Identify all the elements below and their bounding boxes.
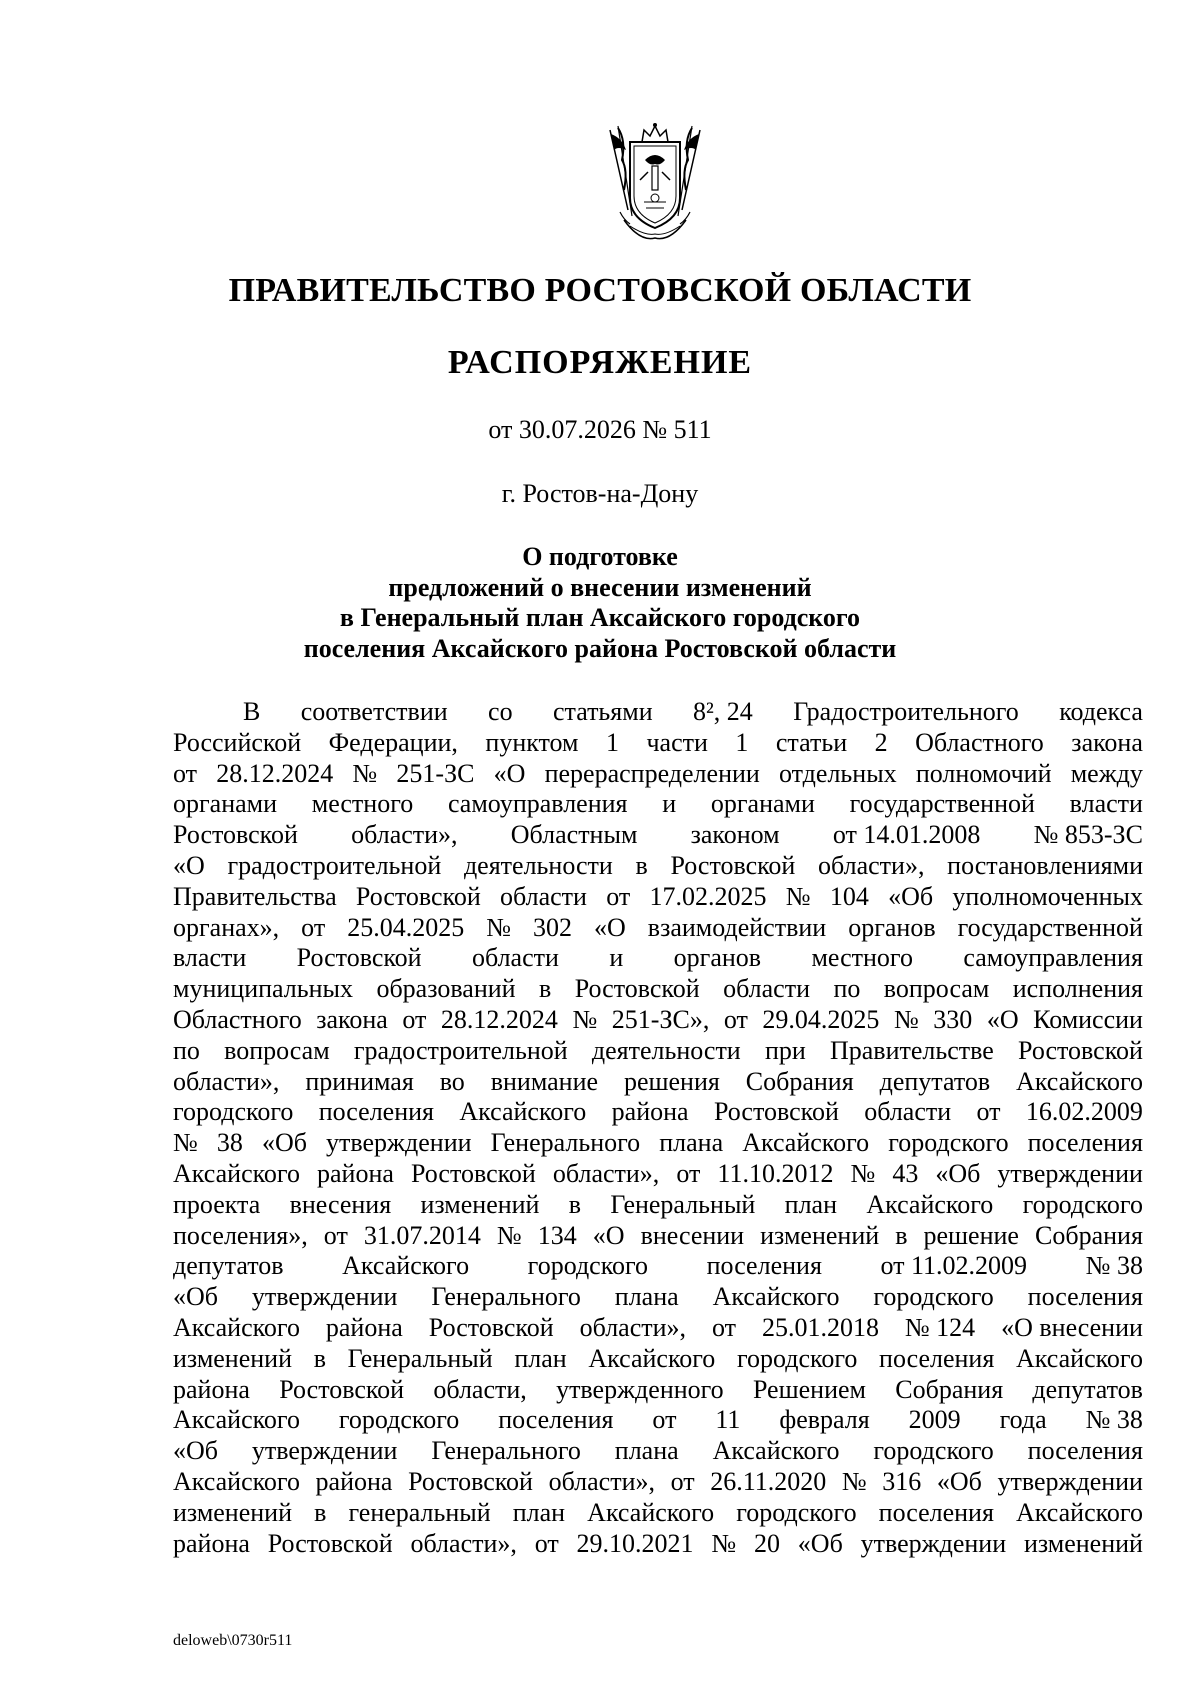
body-line — [173, 1375, 1143, 1406]
body-word: Аксайского — [173, 1466, 300, 1496]
body-word: плана — [659, 1128, 724, 1158]
body-word: постановлениями — [947, 850, 1143, 880]
body-line — [173, 1067, 1143, 1098]
body-word: поселения — [1027, 1282, 1143, 1312]
body-word: от — [173, 758, 198, 788]
body-line — [173, 697, 1143, 728]
body-word: изменений — [760, 1220, 880, 1250]
body-word: № — [893, 1004, 919, 1034]
body-word: 28.12.2024 — [216, 758, 334, 788]
body-word: утвержденного — [556, 1374, 724, 1404]
body-word: закона — [1071, 727, 1143, 757]
body-word: Правительства — [173, 881, 337, 911]
body-line — [173, 1313, 1143, 1344]
body-word: план — [784, 1189, 837, 1219]
document-subject — [0, 542, 1200, 664]
body-word: № 38 — [1085, 1405, 1143, 1435]
body-line — [173, 1036, 1143, 1067]
body-word: 251-ЗС», — [611, 1004, 710, 1034]
body-word: в — [895, 1220, 908, 1250]
body-word: 2 — [874, 727, 888, 757]
body-word: № 853-ЗС — [1033, 820, 1143, 850]
body-word: деятельности — [463, 850, 613, 880]
body-word: Комиссии — [1033, 1004, 1143, 1034]
body-word: 11.10.2012 — [717, 1158, 834, 1188]
body-word: области», — [579, 1312, 687, 1342]
body-word: проекта — [173, 1189, 261, 1219]
subject-line: поселения Аксайского района Ростовской области — [303, 633, 897, 663]
body-word: № — [572, 1004, 598, 1034]
body-word: городского — [873, 1282, 994, 1312]
body-word: 38 — [216, 1128, 243, 1158]
body-word: утверждении — [997, 1158, 1143, 1188]
body-word: области», — [410, 1528, 517, 1558]
body-word: «О — [594, 912, 626, 942]
body-word: Ростовской — [267, 1528, 393, 1558]
body-word: самоуправления — [963, 943, 1143, 973]
body-word: по — [833, 974, 861, 1004]
body-word: области — [864, 1097, 952, 1127]
body-word: № 124 — [904, 1312, 976, 1342]
subject-line: в Генеральный план Аксайского городского — [339, 603, 861, 632]
body-line — [173, 1467, 1143, 1498]
body-word: изменений — [173, 1497, 293, 1527]
body-word: Аксайского — [173, 1158, 300, 1188]
body-word: «О внесении — [1001, 1312, 1143, 1342]
body-word: «Об — [261, 1128, 307, 1158]
body-word: самоуправления — [447, 789, 628, 819]
body-word: Аксайского — [866, 1189, 994, 1219]
body-word: от — [711, 1312, 736, 1342]
body-word: и — [662, 789, 677, 819]
body-word: от — [301, 912, 326, 942]
body-word: в — [568, 1189, 582, 1219]
document-type: РАСПОРЯЖЕНИЕ — [447, 344, 753, 381]
body-word: 330 — [933, 1004, 973, 1034]
body-word: «Об — [936, 1466, 982, 1496]
body-line — [173, 1005, 1143, 1036]
body-word: соответствии — [300, 697, 448, 726]
body-word: 16.02.2009 — [1025, 1097, 1143, 1127]
body-word: Ростовской — [410, 1158, 536, 1188]
body-word: городского — [173, 1097, 294, 1127]
body-word: пунктом — [485, 727, 579, 757]
body-word: уполномоченных — [952, 881, 1143, 911]
body-word: № — [496, 1220, 522, 1250]
body-word: области», — [351, 820, 458, 850]
body-word: Аксайского — [459, 1097, 587, 1127]
body-word: Ростовской — [279, 1374, 405, 1404]
body-word: от 14.01.2008 — [832, 820, 981, 850]
body-word: 2009 — [908, 1405, 961, 1435]
body-word: депутатов — [1032, 1374, 1143, 1404]
body-word: от — [976, 1097, 1001, 1127]
body-word: полномочий — [915, 758, 1052, 788]
body-word: градостроительной — [353, 1035, 568, 1065]
body-word: внесении — [640, 1220, 745, 1250]
body-word: 1 — [606, 727, 619, 757]
body-word: области — [723, 974, 810, 1004]
body-word: городского — [1022, 1189, 1143, 1219]
body-word: Ростовской — [173, 820, 298, 850]
body-word: утверждении — [251, 1282, 398, 1312]
body-line — [173, 913, 1143, 944]
body-word: № — [711, 1528, 737, 1558]
body-word: от — [723, 1004, 748, 1034]
body-word: от — [323, 1220, 348, 1250]
body-word: области», — [552, 1158, 660, 1188]
body-word: Генеральный — [347, 1343, 493, 1373]
body-line — [173, 1529, 1143, 1560]
body-word: органах», — [173, 912, 280, 942]
body-word: 11 — [715, 1405, 741, 1435]
body-word: № — [486, 912, 512, 942]
body-word: Аксайского — [588, 1343, 716, 1373]
body-word: № — [352, 758, 378, 788]
body-line — [173, 1436, 1143, 1467]
body-word: Ростовской — [670, 850, 796, 880]
body-word: Правительстве — [829, 1035, 994, 1065]
body-word: 1 — [735, 727, 749, 757]
body-word: Ростовской — [574, 974, 700, 1004]
body-word: Генеральный — [610, 1189, 756, 1219]
body-word: принимая — [305, 1066, 414, 1096]
body-word: отдельных — [779, 758, 897, 788]
body-word: утверждении — [251, 1436, 398, 1466]
body-word: статьями — [552, 697, 653, 726]
body-word: района — [173, 1528, 250, 1558]
body-word: Собрания — [1035, 1220, 1143, 1250]
body-word: 104 — [829, 881, 869, 911]
body-word: Федерации, — [328, 727, 458, 757]
body-word: Ростовской — [713, 1097, 839, 1127]
body-word: органами — [173, 789, 278, 819]
body-word: Собрания — [895, 1374, 1004, 1404]
body-word: Ростовской — [1018, 1035, 1143, 1065]
body-word: вопросам — [883, 974, 990, 1004]
body-word: генеральный — [348, 1497, 491, 1527]
body-word: № — [173, 1128, 198, 1158]
body-word: 134 — [537, 1220, 577, 1250]
body-line — [173, 1128, 1143, 1159]
body-word: района — [611, 1097, 689, 1127]
body-word: Генерального — [431, 1282, 581, 1312]
body-word: по — [173, 1035, 200, 1065]
body-word: поселения — [498, 1405, 614, 1435]
body-word: в — [539, 974, 552, 1004]
body-line — [173, 1251, 1143, 1282]
body-word: деятельности — [591, 1035, 741, 1065]
body-word: Генерального — [490, 1128, 641, 1158]
coat-of-arms-icon — [600, 120, 710, 245]
body-word: изменений — [1023, 1528, 1143, 1558]
footer-file-code: deloweb\0730r511 — [173, 1632, 293, 1649]
body-line — [173, 943, 1143, 974]
body-word: при — [764, 1035, 806, 1065]
body-word: плана — [614, 1282, 679, 1312]
body-word: области — [500, 881, 587, 911]
body-word: В — [243, 697, 261, 726]
body-word: района — [315, 1466, 393, 1496]
body-word: «О — [493, 758, 526, 788]
body-word: органами — [710, 789, 815, 819]
body-word: 17.02.2025 — [649, 881, 767, 911]
body-word: Аксайского — [742, 1128, 870, 1158]
body-word: Аксайского — [342, 1251, 470, 1281]
body-word: № — [785, 881, 811, 911]
body-word: от — [606, 881, 631, 911]
body-word: Аксайского — [173, 1405, 300, 1435]
body-word: Ростовской — [428, 1312, 554, 1342]
body-word: градостроительной — [227, 850, 442, 880]
body-line — [173, 1159, 1143, 1190]
body-word: № 38 — [1085, 1251, 1143, 1281]
subject-line: О подготовке — [522, 542, 678, 571]
body-word: городского — [736, 1343, 858, 1373]
body-line — [173, 1097, 1143, 1128]
body-word: городского — [888, 1128, 1009, 1158]
body-word: 29.04.2025 — [762, 1004, 880, 1034]
body-line — [173, 1282, 1143, 1313]
body-word: Аксайского — [587, 1497, 715, 1527]
document-city: г. Ростов-на-Дону — [501, 479, 699, 508]
body-word: 316 — [882, 1466, 922, 1496]
body-word: внимание — [490, 1066, 599, 1096]
body-line — [173, 1405, 1143, 1436]
body-word: поселения — [1027, 1436, 1143, 1466]
body-word: района — [173, 1374, 250, 1404]
body-word: Аксайского — [712, 1436, 840, 1466]
body-line — [173, 1344, 1143, 1375]
body-word: Собрания — [745, 1066, 854, 1096]
body-word: области — [472, 943, 559, 973]
body-line — [173, 974, 1143, 1005]
body-word: № — [841, 1466, 867, 1496]
body-word: района — [316, 1158, 394, 1188]
body-word: план — [512, 1497, 566, 1527]
body-word: области», — [818, 850, 925, 880]
body-word: от — [402, 1004, 427, 1034]
body-word: государственной — [849, 789, 1035, 819]
body-word: «О — [986, 1004, 1019, 1034]
body-word: Ростовской — [408, 1466, 533, 1496]
body-word: № — [850, 1158, 876, 1188]
body-line — [173, 728, 1143, 759]
body-word: во — [439, 1066, 465, 1096]
body-word: «Об — [797, 1528, 843, 1558]
body-word: области», — [173, 1066, 280, 1096]
body-word: 251-ЗС — [396, 758, 475, 788]
body-word: Областного — [915, 727, 1044, 757]
body-word: поселения», — [173, 1220, 308, 1250]
document-date-number: от 30.07.2026 № 511 — [488, 415, 712, 444]
body-word: 302 — [533, 912, 573, 942]
body-word: городского — [873, 1436, 994, 1466]
body-word: «О — [173, 850, 205, 880]
body-word: Российской — [173, 727, 302, 757]
body-word: Генерального — [431, 1436, 581, 1466]
body-word: утверждении — [997, 1466, 1143, 1496]
body-word: 43 — [892, 1158, 919, 1188]
body-word: от — [676, 1158, 701, 1188]
body-word: «Об — [173, 1436, 219, 1466]
body-word: местного — [811, 943, 913, 973]
body-word: муниципальных — [173, 974, 354, 1004]
body-word: части — [646, 727, 708, 757]
body-line — [173, 789, 1143, 820]
body-word: поселения — [1027, 1128, 1143, 1158]
body-word: Областным — [510, 820, 638, 850]
body-word: между — [1070, 758, 1143, 788]
body-line — [173, 1221, 1143, 1252]
body-word: поселения — [879, 1343, 995, 1373]
body-word: плана — [614, 1436, 679, 1466]
body-word: от — [670, 1466, 695, 1496]
body-word: Аксайского — [173, 1312, 300, 1342]
body-word: законом — [690, 820, 780, 850]
body-word: в — [635, 850, 648, 880]
body-word: Ростовской — [355, 881, 481, 911]
body-word: городского — [527, 1251, 649, 1281]
body-word: государственной — [957, 912, 1143, 942]
body-word: «Об — [888, 881, 934, 911]
body-word: Ростовской — [296, 943, 422, 973]
body-word: года — [999, 1405, 1047, 1435]
body-word: органов — [673, 943, 762, 973]
body-word: изменений — [420, 1189, 540, 1219]
body-line — [173, 759, 1143, 790]
body-word: внесения — [289, 1189, 392, 1219]
body-word: органов — [848, 912, 936, 942]
body-word: закона — [316, 1004, 388, 1034]
body-word: от 11.02.2009 — [880, 1251, 1028, 1281]
body-word: кодекса — [1059, 697, 1143, 726]
body-word: от — [652, 1405, 677, 1435]
body-word: в — [314, 1497, 327, 1527]
document-body — [173, 697, 1143, 1559]
body-word: статьи — [775, 727, 848, 757]
body-word: депутатов — [879, 1066, 991, 1096]
body-word: 25.01.2018 — [761, 1312, 879, 1342]
body-word: Решением — [752, 1374, 866, 1404]
body-word: Областного — [173, 1004, 302, 1034]
subject-line: предложений о внесении изменений — [388, 572, 812, 602]
body-word: городского — [338, 1405, 460, 1435]
body-word: взаимодействии — [647, 912, 827, 942]
body-word: от — [534, 1528, 559, 1558]
body-word: района — [325, 1312, 403, 1342]
body-word: 29.10.2021 — [576, 1528, 694, 1558]
body-word: «Об — [173, 1282, 219, 1312]
organization-title: ПРАВИТЕЛЬСТВО РОСТОВСКОЙ ОБЛАСТИ — [228, 272, 972, 309]
body-word: 26.11.2020 — [710, 1466, 827, 1496]
body-word: Аксайского — [1016, 1497, 1143, 1527]
body-word: городского — [736, 1497, 857, 1527]
body-word: со — [488, 697, 513, 726]
body-word: решение — [923, 1220, 1019, 1250]
body-line — [173, 1190, 1143, 1221]
body-word: февраля — [779, 1405, 870, 1435]
body-word: 31.07.2014 — [363, 1220, 481, 1250]
body-word: области», — [548, 1466, 655, 1496]
body-word: Аксайского — [712, 1282, 840, 1312]
body-word: план — [514, 1343, 567, 1373]
body-word: Градостроительного — [793, 697, 1019, 726]
body-word: изменений — [173, 1343, 293, 1373]
body-word: перераспределении — [544, 758, 760, 788]
body-line — [173, 1498, 1143, 1529]
body-word: утверждении — [860, 1528, 1007, 1558]
body-word: исполнения — [1012, 974, 1143, 1004]
body-word: 25.04.2025 — [347, 912, 465, 942]
body-word: области, — [433, 1374, 527, 1404]
body-word: 8², 24 — [693, 697, 753, 726]
body-word: 20 — [753, 1528, 780, 1558]
body-word: образований — [376, 974, 516, 1004]
body-word: Аксайского — [1016, 1066, 1143, 1096]
body-word: 28.12.2024 — [440, 1004, 558, 1034]
body-line — [173, 820, 1143, 851]
body-word: вопросам — [224, 1035, 330, 1065]
body-word: утверждении — [326, 1128, 472, 1158]
body-word: поселения — [878, 1497, 994, 1527]
body-word: депутатов — [173, 1251, 284, 1281]
body-word: поселения — [706, 1251, 822, 1281]
body-word: Аксайского — [1016, 1343, 1143, 1373]
body-word: решения — [623, 1066, 720, 1096]
body-word: в — [313, 1343, 326, 1373]
body-word: власти — [173, 943, 247, 973]
body-word: «О — [592, 1220, 625, 1250]
body-line — [173, 851, 1143, 882]
body-line — [173, 882, 1143, 913]
body-word: и — [609, 943, 624, 973]
body-word: власти — [1069, 789, 1143, 819]
body-word: поселения — [318, 1097, 434, 1127]
body-word: «Об — [935, 1158, 981, 1188]
body-word: местного — [311, 789, 414, 819]
